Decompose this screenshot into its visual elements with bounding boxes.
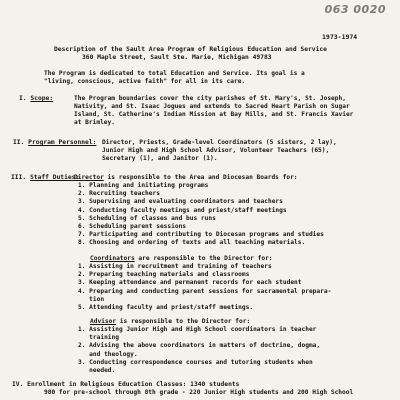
list-item: 3. Keeping attendance and permanent records for each student [78,279,302,287]
enrollment-detail: 980 for pre-school through 8th grade - 220 Junior High students and 200 High School [44,389,354,396]
section-scope-body [74,95,379,127]
director-text: is responsible to the Area and Diocesan Boards for: [103,174,298,181]
intro-line-2: "living, conscious, active faith" for all in its care. [44,78,246,85]
scope-line: Nativity, and St. Isaac Jogues and extends to Sacred Heart Parish on Sugar [74,103,350,110]
list-item: 4. Conducting faculty meetings and priest/staff meetings [78,206,287,214]
advisor-heading [90,318,390,325]
school-year: 1973-1974 [322,33,358,41]
list-item: 4. Preparing and conducting parent sessions for sacramental prepara- [78,287,332,295]
list-item: 2. Recruiting teachers [78,190,160,198]
list-item: needed. [78,367,116,375]
section-personnel-label [13,139,96,146]
list-item: 5. Attending faculty and priest/staff meetings. [78,304,254,312]
scope-line: at Brimley. [74,119,115,126]
section-scope-label [19,95,53,102]
personnel-line: Secretary (1), and Janitor (1). [102,155,218,162]
section-title: Scope: [30,95,54,102]
advisor-duties-list [78,326,378,375]
advisor-text: is responsible to the Director for: [116,318,251,325]
list-item: 5. Scheduling of classes and bus runs [78,214,216,222]
section-title: Program Personnel: [28,139,97,146]
coordinators-text: are responsible to the Director for: [134,255,273,262]
coordinators-heading [90,255,390,262]
list-item: 6. Scheduling parent sessions [78,223,187,231]
director-duties-list [78,182,378,248]
coordinator-duties-list [78,263,378,312]
list-item: 1. Assisting Junior High and High School coordinators in teacher [78,326,317,333]
document-address: 360 Maple Street, Sault Ste. Marie, Michigan 49783 [82,54,272,61]
scope-line: Island, St. Catherine's Indian Mission at Bay Mills, and St. Francis Xavier [74,111,354,118]
list-item: 1. Assisting in recruitment and training of teachers [78,263,272,270]
section-number: III. [11,174,27,181]
list-item: 7. Participating and contributing to Diocesan programs and studies [78,231,324,239]
list-item: 3. Supervising and evaluating coordinators and teachers [78,198,283,206]
list-item: 3. Conducting correspondence courses and tutoring students when [78,358,313,366]
coordinators-role: Coordinators [90,255,135,262]
advisor-role: Advisor [90,318,117,325]
list-item: 2. Advising the above coordinators in matters of doctrine, dogma, [78,342,321,350]
document-title: Description of the Sault Area Program of Religious Education and Service [54,46,327,53]
list-item: tion [78,295,105,303]
section-number: I. [19,95,27,102]
section-title: Enrollment in Religious Education Classes: 1340 students [27,381,240,388]
list-item: 1. Planning and initiating programs [78,182,209,189]
archive-stamp: 063 0020 [324,3,386,16]
list-item: 2. Preparing teaching materials and classrooms [78,271,250,279]
section-personnel-body [102,139,382,163]
personnel-line: Director, Priests, Grade-level Coordinators (5 sisters, 2 lay), [102,139,337,146]
section-title: Staff Duties: [29,174,80,181]
director-role: Director [74,174,104,181]
section-number: IV. [12,381,24,388]
section-duties-label [11,174,79,181]
section-number: II. [13,139,25,146]
personnel-line: Junior High and High School Advisor, Volunteer Teachers (65), [102,147,330,154]
list-item: 8. Choosing and ordering of texts and all teaching materials. [78,239,306,247]
scope-line: The Program boundaries cover the city parishes of St. Mary's, St. Joseph, [74,95,346,102]
intro-line-1: The Program is dedicated to total Education and Service. Its goal is a [44,70,305,77]
list-item: and theology. [78,350,138,358]
section-enrollment-label [12,381,239,388]
director-heading [74,174,374,181]
list-item: training [78,334,119,342]
